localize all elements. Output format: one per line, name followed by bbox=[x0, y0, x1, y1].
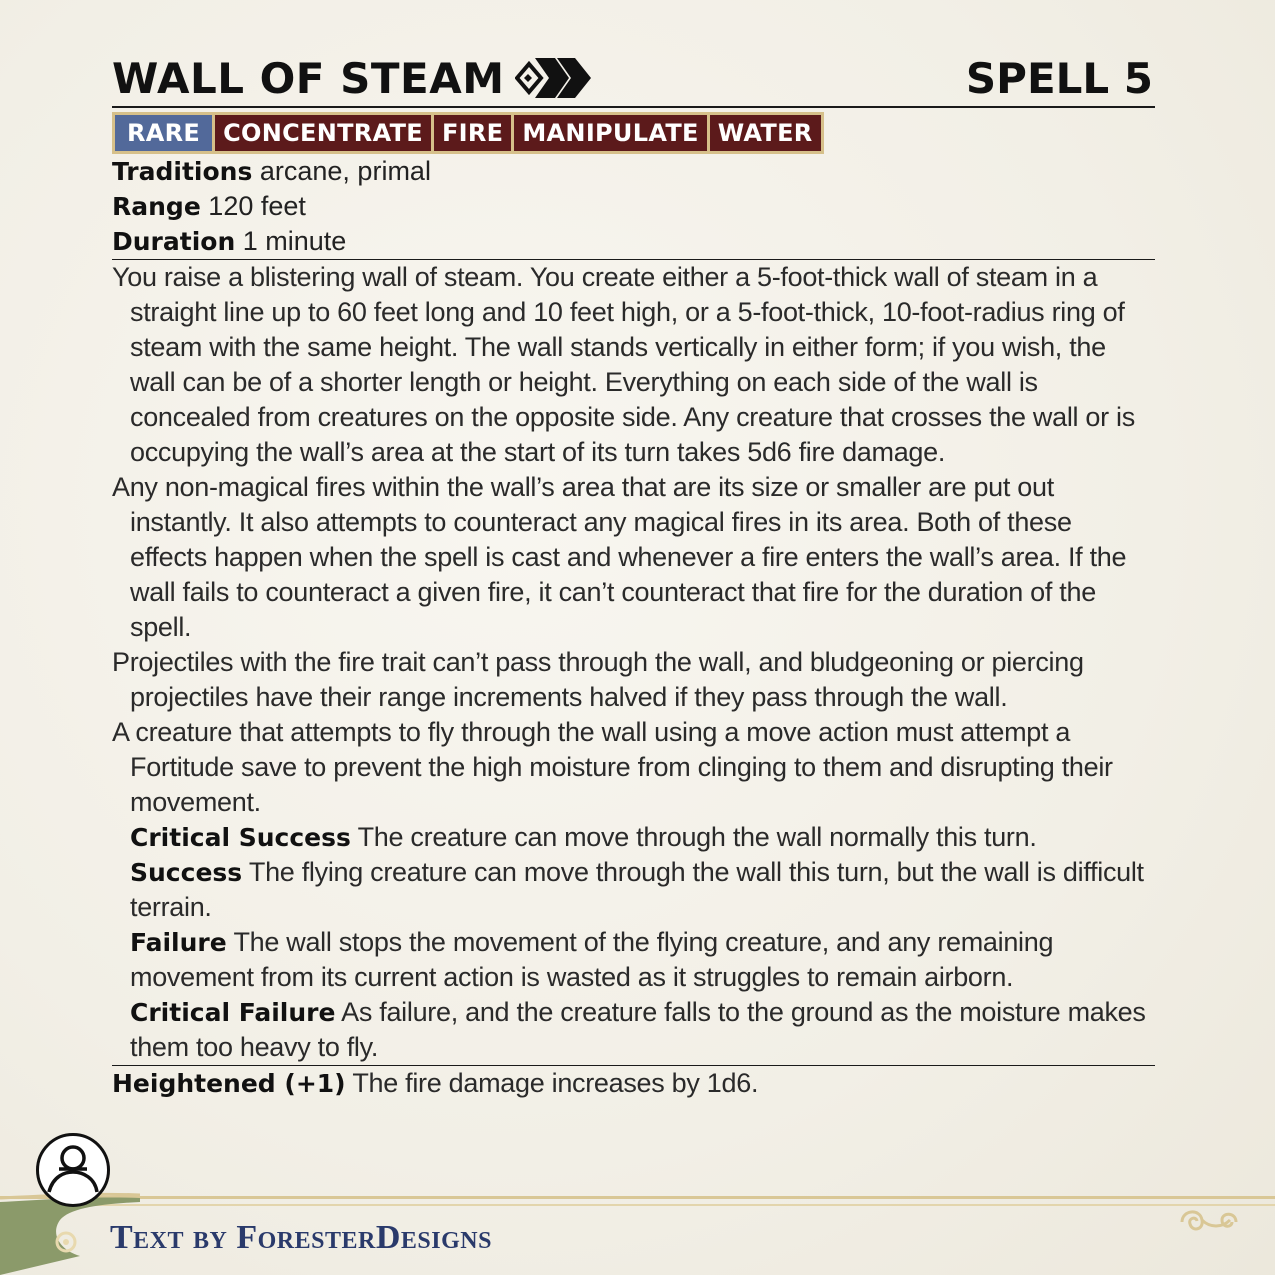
title-row bbox=[112, 52, 1155, 108]
outcome-label: Failure bbox=[130, 928, 227, 957]
footer-rule bbox=[0, 1196, 1275, 1199]
outcome-text: As failure, and the creature falls to the ground as the moisture makes them too heavy to fly. bbox=[130, 997, 1146, 1062]
trait-water: WATER bbox=[710, 115, 821, 151]
description-paragraph: A creature that attempts to fly through the wall using a move action must attempt a Fortitude save to prevent the high moisture from clinging to them and disrupting their movement. bbox=[112, 717, 1113, 817]
traditions-line bbox=[112, 154, 1155, 189]
person-avatar-icon bbox=[36, 1133, 110, 1207]
stats-block bbox=[112, 154, 1155, 260]
duration-label: Duration bbox=[112, 227, 236, 256]
outcome-label: Success bbox=[130, 858, 243, 887]
traditions-value: arcane, primal bbox=[259, 156, 431, 186]
outcome-label: Critical Failure bbox=[130, 998, 336, 1027]
range-label: Range bbox=[112, 192, 201, 221]
outcome-critical-failure bbox=[112, 995, 1155, 1065]
two-actions-icon bbox=[515, 54, 593, 113]
heightened-label: Heightened (+1) bbox=[112, 1069, 346, 1098]
description-paragraph: Any non-magical fires within the wall’s area that are its size or smaller are put out instantly. It also attempts to counteract any magical fires in its area. Both of these effects happen when the spell is cast and whenever a fire enters the wall’s area. If the wall fails to counteract a given fire, it can’t counteract that fire for the duration of the spell. bbox=[112, 472, 1127, 642]
traditions-label: Traditions bbox=[112, 157, 253, 186]
outcome-success bbox=[112, 855, 1155, 925]
range-line bbox=[112, 189, 1155, 224]
outcome-label: Critical Success bbox=[130, 823, 351, 852]
trait-concentrate: CONCENTRATE bbox=[215, 115, 431, 151]
duration-line bbox=[112, 224, 1155, 259]
description-paragraph: You raise a blistering wall of steam. You create either a 5-foot-thick wall of steam in a straight line up to 60 feet long and 10 feet high, or a 5-foot-thick, 10-foot-radius ring of steam with the same height. The wall stands vertically in either form; if you wish, the wall can be of a shorter length or height. Everything on each side of the wall is concealed from creatures on the opposite side. Any creature that crosses the wall or is occupying the wall’s area at the start of its turn takes 5d6 fire damage. bbox=[112, 262, 1135, 467]
trait-rare: RARE bbox=[115, 115, 212, 151]
range-value: 120 feet bbox=[208, 191, 306, 221]
footer-rule-inner bbox=[60, 1204, 1275, 1206]
outcome-critical-success bbox=[112, 820, 1155, 855]
spell-title bbox=[112, 54, 593, 113]
description-paragraph: Projectiles with the fire trait can’t pass through the wall, and bludgeoning or piercing projectiles have their range increments halved if they pass through the wall. bbox=[112, 647, 1084, 712]
heightened-line bbox=[112, 1066, 1155, 1101]
spell-level: SPELL 5 bbox=[965, 54, 1153, 103]
spell-card bbox=[112, 52, 1155, 1101]
trait-fire: FIRE bbox=[434, 115, 511, 151]
outcome-text: The creature can move through the wall normally this turn. bbox=[357, 822, 1037, 852]
duration-value: 1 minute bbox=[242, 226, 347, 256]
outcome-text: The flying creature can move through the wall this turn, but the wall is difficult terrain. bbox=[130, 857, 1144, 922]
trait-manipulate: MANIPULATE bbox=[514, 115, 706, 151]
description-block bbox=[112, 260, 1155, 1066]
spell-name: WALL OF STEAM bbox=[112, 54, 505, 103]
credit-text: Text by ForesterDesigns bbox=[110, 1219, 492, 1256]
outcome-failure bbox=[112, 925, 1155, 995]
heightened-text: The fire damage increases by 1d6. bbox=[352, 1068, 759, 1098]
scroll-flourish-icon bbox=[1176, 1204, 1242, 1238]
trait-bar bbox=[112, 112, 824, 154]
outcome-text: The wall stops the movement of the flying creature, and any remaining movement from its current action is wasted as it struggles to remain airborn. bbox=[130, 927, 1054, 992]
